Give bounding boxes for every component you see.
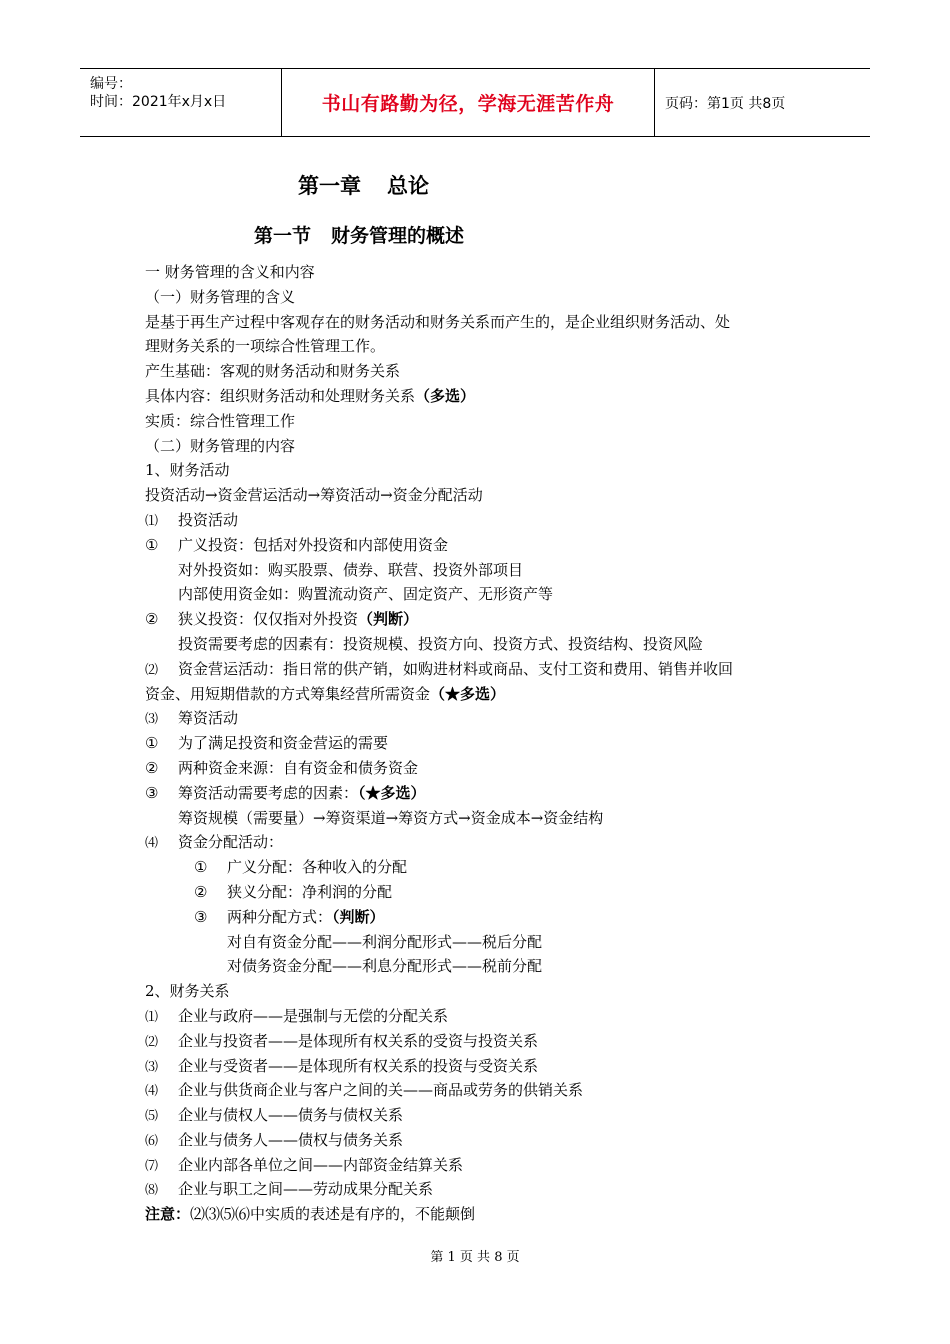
item-text: 筹资活动	[178, 709, 239, 728]
list-item	[145, 830, 825, 855]
item-marker: ⑵	[145, 1034, 159, 1050]
item-text: 企业与债权人——债务与债权关系	[178, 1106, 404, 1125]
list-item	[145, 1128, 825, 1153]
item-text: 筹资活动需要考虑的因素：	[178, 783, 359, 802]
document-body	[145, 260, 825, 1227]
item-marker: ⑶	[145, 1059, 159, 1075]
item-text: 为了满足投资和资金营运的需要	[178, 734, 389, 753]
chapter-heading	[298, 170, 429, 200]
header-motto-cell	[282, 69, 655, 136]
list-item	[145, 1153, 825, 1178]
text-line: 产生基础：客观的财务活动和财务关系	[145, 362, 401, 381]
item-text: 企业与职工之间——劳动成果分配关系	[178, 1180, 434, 1199]
text-line: 一 财务管理的含义和内容	[145, 263, 315, 281]
item-text: 投资活动	[178, 510, 239, 529]
item-marker: ⑷	[145, 1084, 159, 1100]
item-text: 企业与受资者——是体现所有权关系的投资与受资关系	[178, 1056, 539, 1075]
page-info: 页码：第1页 共8页	[665, 95, 786, 112]
item-text: 企业与政府——是强制与无偿的分配关系	[178, 1006, 449, 1025]
emphasis-tag: （★多选）	[358, 783, 426, 802]
item-marker: ②	[145, 758, 159, 777]
item-text: 企业与投资者——是体现所有权关系的受资与投资关系	[178, 1031, 539, 1050]
list-item	[145, 533, 825, 558]
item-marker: ②	[194, 882, 208, 901]
note-label: 注意：	[145, 1205, 191, 1224]
list-item	[145, 1177, 825, 1202]
item-marker: ⑸	[145, 1109, 159, 1125]
text-line: 投资需要考虑的因素有：投资规模、投资方向、投资方式、投资结构、投资风险	[178, 634, 704, 653]
header-left-cell	[80, 69, 282, 136]
text-line: （二）财务管理的内容	[145, 436, 296, 455]
item-marker: ②	[145, 610, 159, 629]
item-text: 企业与供货商企业与客户之间的关——商品或劳务的供销关系	[178, 1081, 584, 1100]
motto: 书山有路勤为径，学海无涯苦作舟	[321, 93, 615, 115]
item-marker: ①	[145, 734, 159, 753]
header-right-cell	[655, 69, 870, 136]
list-item	[145, 905, 825, 930]
list-item	[145, 706, 825, 731]
text-line: （一）财务管理的含义	[145, 287, 296, 306]
list-item	[145, 1054, 825, 1079]
time-label: 时间：2021年x月x日	[90, 94, 227, 110]
chapter-title: 第一章	[298, 174, 361, 198]
section-name: 财务管理的概述	[331, 225, 465, 247]
emphasis-tag: （判断）	[332, 907, 385, 926]
section-heading	[254, 221, 464, 248]
text-line: 理财务关系的一项综合性管理工作。	[145, 337, 386, 356]
item-marker: ③	[145, 783, 159, 802]
line-text: 具体内容：组织财务活动和处理财务关系	[145, 386, 416, 405]
emphasis-tag: （多选）	[415, 386, 476, 405]
text-line: 对债务资金分配——利息分配形式——税前分配	[227, 957, 543, 976]
item-marker: ①	[145, 535, 159, 554]
list-item	[145, 731, 825, 756]
text-line: 投资活动→资金营运活动→筹资活动→资金分配活动	[145, 486, 483, 505]
page-header	[80, 68, 870, 137]
text-line: 筹资规模（需要量）→筹资渠道→筹资方式→资金成本→资金结构	[178, 808, 604, 827]
item-marker: ⑵	[145, 662, 159, 678]
item-marker: ③	[194, 907, 208, 926]
list-item	[145, 880, 825, 905]
list-item	[145, 1004, 825, 1029]
note-line	[145, 1202, 825, 1227]
list-item	[145, 1103, 825, 1128]
item-text: 两种资金来源：自有资金和债务资金	[178, 758, 419, 777]
item-marker: ⑶	[145, 712, 159, 728]
list-item	[145, 657, 825, 682]
item-text: 广义分配：各种收入的分配	[227, 858, 408, 877]
item-text: 企业与债务人——债权与债务关系	[178, 1130, 404, 1149]
text-line	[145, 384, 825, 409]
list-item	[145, 1029, 825, 1054]
item-marker: ⑻	[145, 1183, 159, 1199]
text-line: 是基于再生产过程中客观存在的财务活动和财务关系而产生的，是企业组织财务活动、处	[145, 312, 731, 331]
text-line: 对外投资如：购买股票、债券、联营、投资外部项目	[178, 560, 524, 579]
emphasis-tag: （★多选）	[430, 684, 506, 703]
chapter-name: 总论	[387, 174, 429, 198]
text-line: 实质：综合性管理工作	[145, 411, 296, 430]
item-text: 广义投资：包括对外投资和内部使用资金	[178, 535, 449, 554]
section-title: 第一节	[254, 225, 312, 247]
list-item	[145, 1078, 825, 1103]
number-label: 编号：	[90, 76, 132, 92]
list-item	[145, 781, 825, 806]
item-text: 资金营运活动：指日常的供产销，如购进材料或商品、支付工资和费用、销售并收回	[178, 659, 734, 678]
line-text: 资金、用短期借款的方式筹集经营所需资金	[145, 684, 431, 703]
list-item	[145, 508, 825, 533]
text-line: 对自有资金分配——利润分配形式——税后分配	[227, 932, 543, 951]
footer-page-number: 第 1 页 共 8 页	[430, 1250, 520, 1265]
item-text: 狭义投资：仅仅指对外投资	[178, 610, 359, 629]
item-text: 两种分配方式：	[227, 907, 333, 926]
item-text: 狭义分配：净利润的分配	[227, 882, 393, 901]
page-footer	[0, 1246, 950, 1265]
item-text: 企业内部各单位之间——内部资金结算关系	[178, 1155, 464, 1174]
note-text: ⑵⑶⑸⑹中实质的表述是有序的，不能颠倒	[190, 1205, 476, 1224]
emphasis-tag: （判断）	[358, 610, 419, 629]
list-item	[145, 756, 825, 781]
item-marker: ⑴	[145, 1009, 159, 1025]
text-line	[145, 682, 825, 707]
list-item	[145, 607, 825, 632]
item-marker: ⑷	[145, 836, 159, 852]
text-line: 内部使用资金如：购置流动资产、固定资产、无形资产等	[178, 585, 554, 604]
item-marker: ①	[194, 858, 208, 877]
item-text: 资金分配活动：	[178, 833, 284, 852]
list-item	[145, 855, 825, 880]
text-line: 2、财务关系	[145, 982, 230, 1001]
text-line: 1、财务活动	[145, 461, 230, 480]
item-marker: ⑹	[145, 1133, 159, 1149]
item-marker: ⑺	[145, 1158, 159, 1174]
item-marker: ⑴	[145, 513, 159, 529]
